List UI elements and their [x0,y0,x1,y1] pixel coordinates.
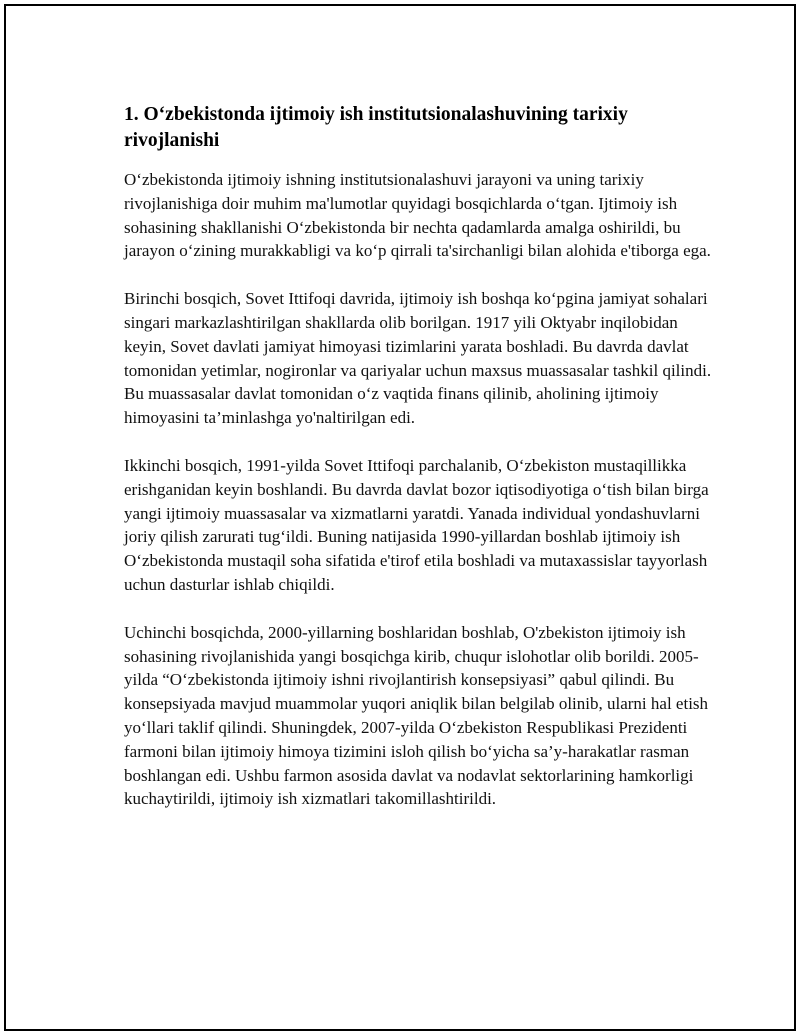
paragraph-first-stage: Birinchi bosqich, Sovet Ittifoqi davrida, ijtimoiy ish boshqa ko‘pgina jamiyat sohalari singari markazlashtirilgan shakllarda olib borilgan. 1917 yili Oktyabr inqilobidan keyin, Sovet davlati jamiyat himoyasi tizimlarini yarata boshladi. Bu davrda davlat tomonidan yetimlar, nogironlar va qariyalar uchun maxsus muassasalar tashkil qilindi. Bu muassasalar davlat tomonidan o‘z vaqtida finans qilinib, aholining ijtimoiy himoyasini ta’minlashga yo'naltirilgan edi. [124,289,712,428]
paragraph-second-stage: Ikkinchi bosqich, 1991-yilda Sovet Ittifoqi parchalanib, O‘zbekiston mustaqillikka erishganidan keyin boshlandi. Bu davrda davlat bozor iqtisodiyotiga o‘tish bilan birga yangi ijtimoiy muassasalar va xizmatlarni yaratdi. Yanada individual yondashuvlarni joriy qilish zarurati tug‘ildi. Buning natijasida 1990-yillardan boshlab ijtimoiy ish O‘zbekistonda mustaqil soha sifatida e'tirof etila boshladi va mutaxassislar tayyorlash uchun dasturlar ishlab chiqildi. [124,455,709,594]
page-frame [4,4,796,1031]
document-body [124,102,724,835]
paragraph-intro: O‘zbekistonda ijtimoiy ishning institutsionalashuvi jarayoni va uning tarixiy rivojlanishiga doir muhim ma'lumotlar quyidagi bosqichlarda o‘tgan. Ijtimoiy ish sohasining shakllanishi O‘zbekistonda bir nechta qadamlarda amalga oshirildi, bu jarayon o‘zining murakkabligi va ko‘p qirrali ta'sirchanligi bilan alohida e'tiborga ega. [124,170,711,261]
section-heading: 1. O‘zbekistonda ijtimoiy ish institutsionalashuvining tarixiy rivojlanishi [124,104,628,151]
paragraph-third-stage: Uchinchi bosqichda, 2000-yillarning boshlaridan boshlab, O'zbekiston ijtimoiy ish sohasining rivojlanishida yangi bosqichga kirib, chuqur islohotlar olib borildi. 2005-yilda “O‘zbekistonda ijtimoiy ishni rivojlantirish konsepsiyasi” qabul qilindi. Bu konsepsiyada mavjud muammolar yuqori aniqlik bilan belgilab olinib, ularni hal etish yo‘llari taklif qilindi. Shuningdek, 2007-yilda O‘zbekiston Respublikasi Prezidenti farmoni bilan ijtimoiy himoya tizimini isloh qilish bo‘yicha sa’y-harakatlar rasman boshlangan edi. Ushbu farmon asosida davlat va nodavlat sektorlarining hamkorligi kuchaytirildi, ijtimoiy ish xizmatlari takomillashtirildi. [124,622,709,809]
